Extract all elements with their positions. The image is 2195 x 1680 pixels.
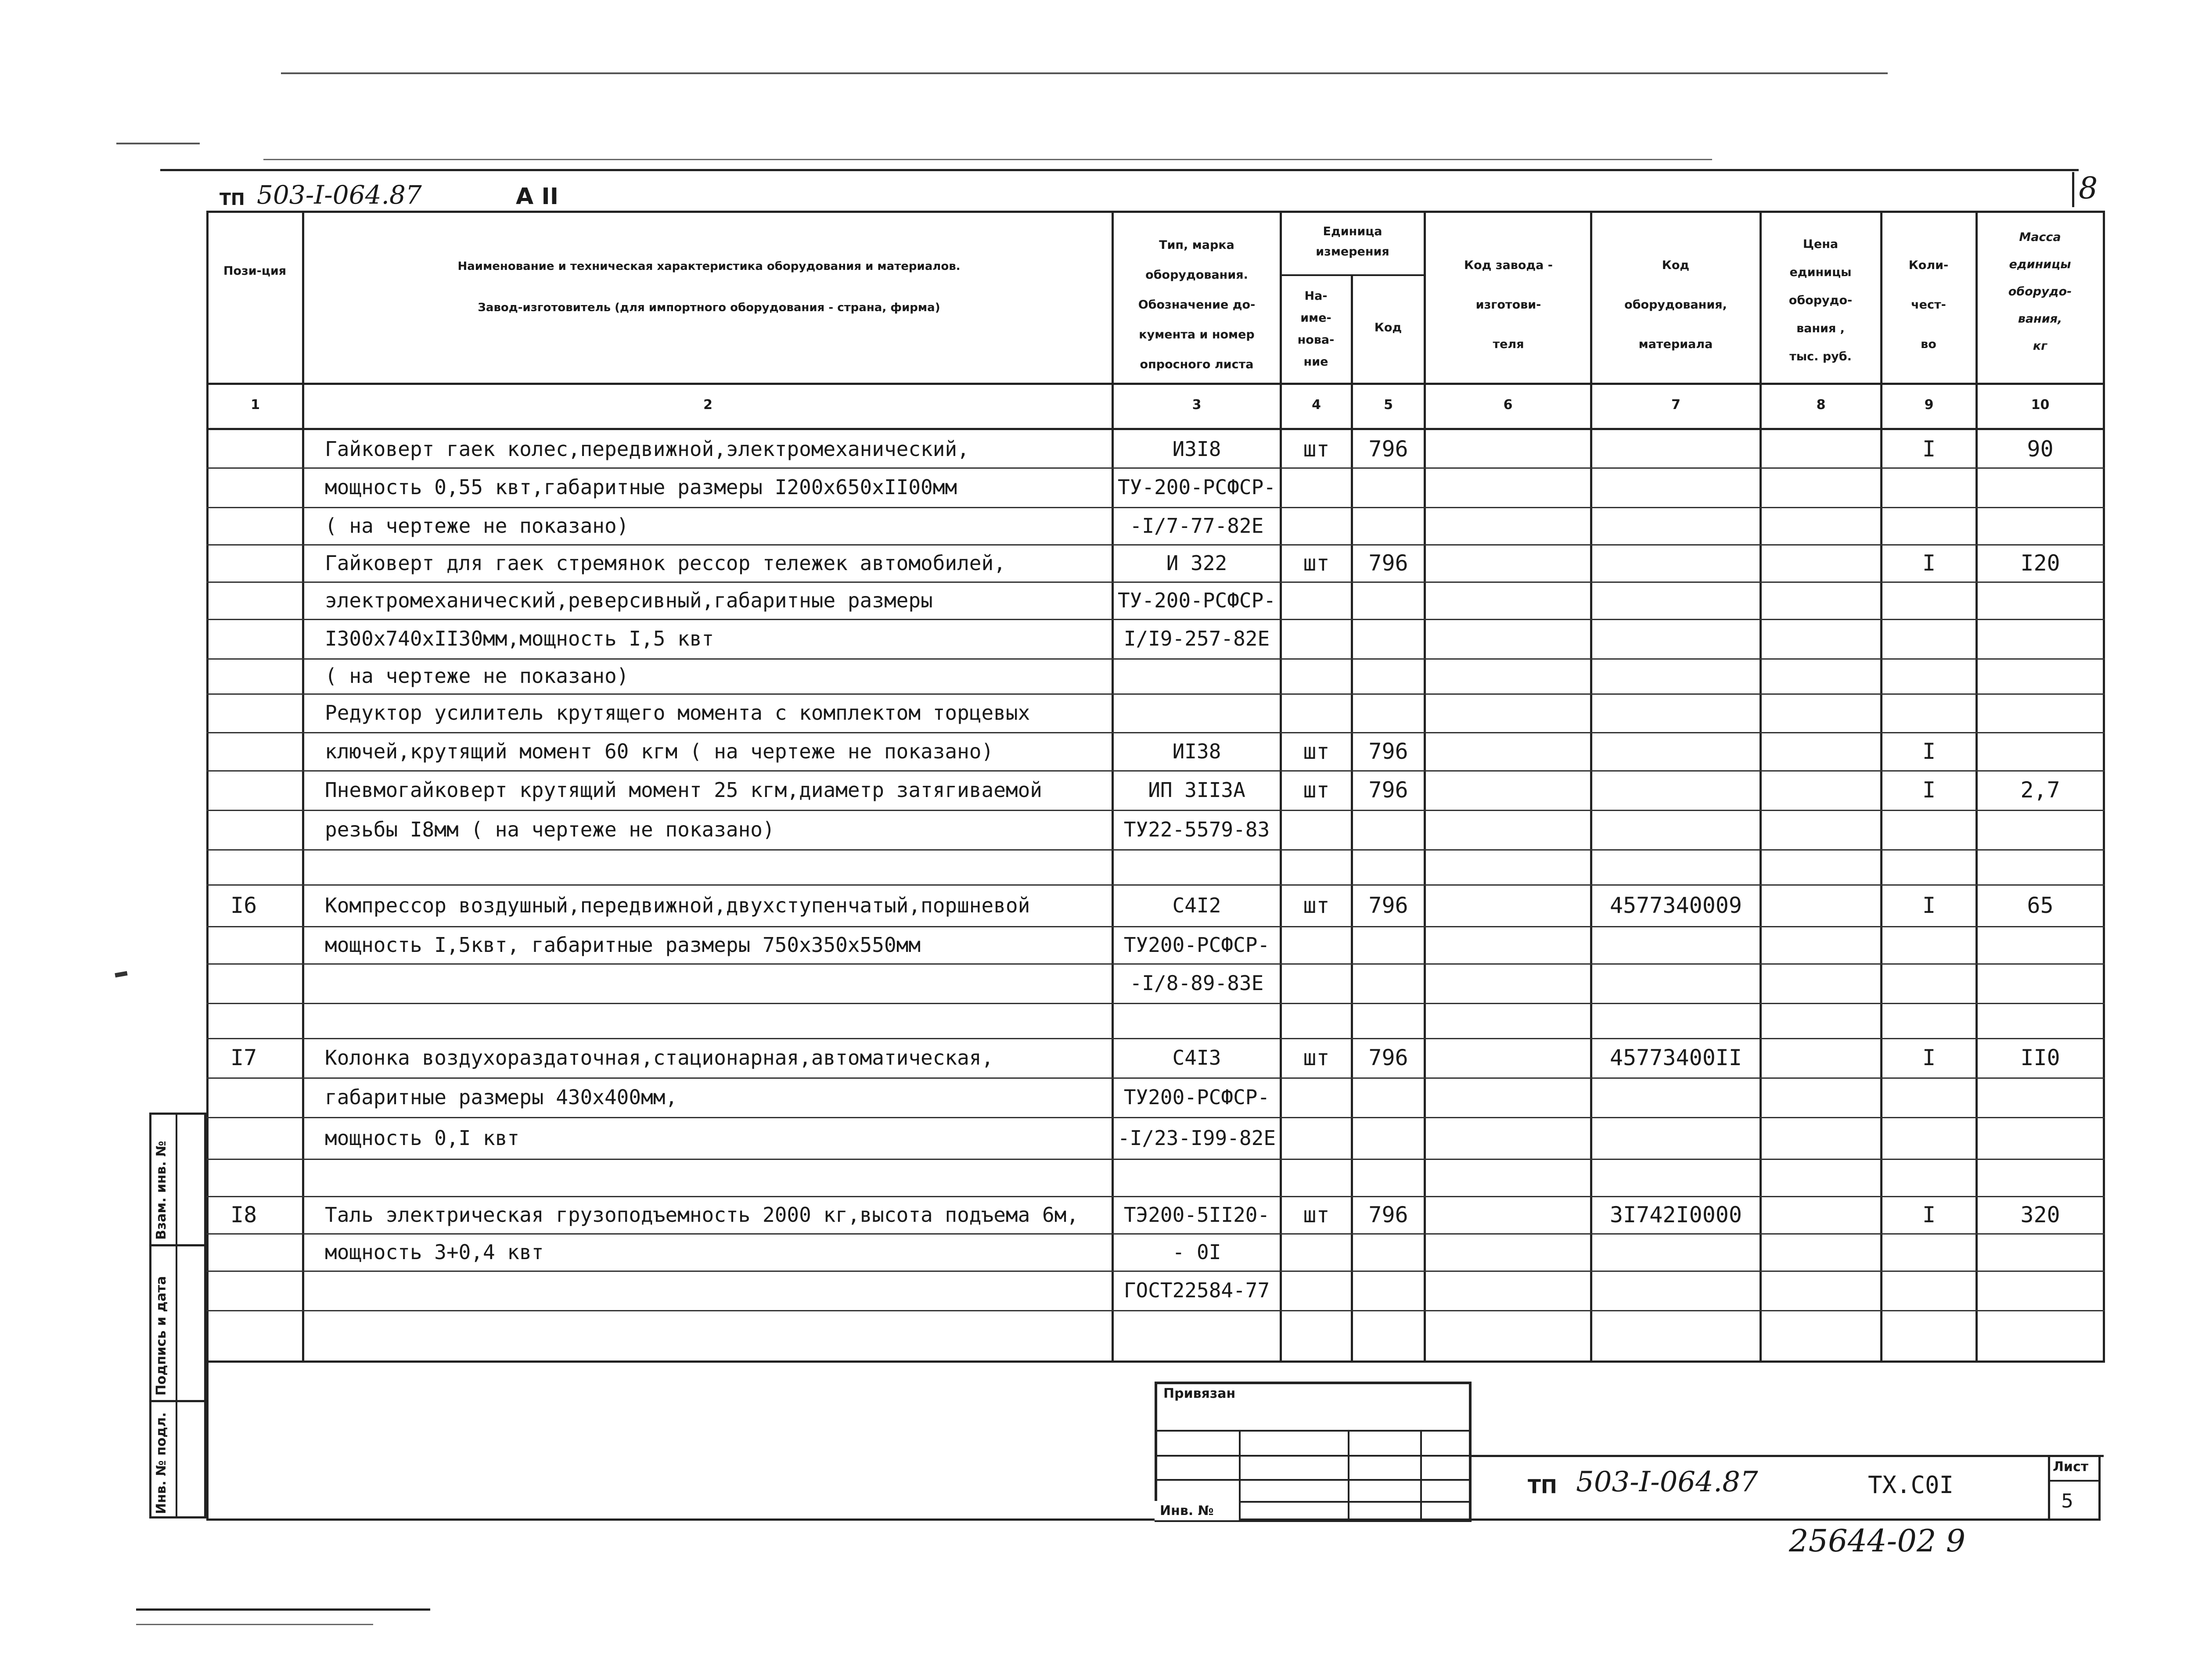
- cell-type: ГОСТ22584-77: [1123, 1278, 1270, 1302]
- table-row: [0, 430, 2195, 467]
- sheet-corner-number: 8: [2079, 171, 2098, 206]
- stamp-grid: [1239, 1430, 1241, 1520]
- col6-header-line: изготови-: [1475, 298, 1541, 312]
- col9-header-line: Коли-: [1908, 258, 1949, 272]
- col4-header-line: име-: [1300, 311, 1331, 325]
- col7-header-line: оборудования,: [1624, 298, 1727, 312]
- cell-equip-code: 4577340009: [1609, 892, 1742, 918]
- cell-type: -I/8-89-83Е: [1130, 971, 1264, 995]
- cell-pos: I8: [230, 1202, 257, 1228]
- stamp-bottom-line: [206, 1518, 2098, 1521]
- cell-code: 796: [1368, 892, 1408, 918]
- col2-header-line: Завод-изготовитель (для импортного оборудования - страна, фирма): [478, 301, 940, 314]
- cell-type: ТУ-200-РСФСР-: [1117, 475, 1276, 499]
- cell-type: ТУ200-РСФСР-: [1123, 1085, 1270, 1109]
- col3-header: [1115, 230, 1278, 380]
- cell-type: С4I2: [1172, 893, 1221, 917]
- table-row: [0, 926, 2195, 963]
- stamp-grid: [1155, 1455, 1472, 1457]
- col9-header-line: чест-: [1911, 298, 1946, 312]
- col8-header: [1761, 230, 1880, 371]
- col4-header-line: На-: [1304, 289, 1328, 303]
- cell-mass: II0: [2020, 1045, 2060, 1070]
- col-number: 10: [2031, 397, 2050, 413]
- header-bottom: [206, 383, 2105, 385]
- col-number: 9: [1924, 397, 1934, 413]
- stamp-code-prefix: ТП: [1528, 1475, 1557, 1498]
- col1-header: Пози-ция: [223, 264, 287, 278]
- table-row: [0, 582, 2195, 619]
- cell-name: Гайковерт гаек колес,передвижной,электромеханический,: [325, 437, 969, 461]
- cell-code: 796: [1368, 436, 1408, 462]
- col4-header: [1282, 285, 1350, 373]
- col10-header-line: кг: [2033, 339, 2047, 353]
- cell-name: I300х740хII30мм,мощность I,5 квт: [325, 627, 714, 650]
- col8-header-line: тыс. руб.: [1789, 350, 1852, 363]
- cell-equip-code: 45773400II: [1609, 1045, 1742, 1070]
- table-row: [0, 884, 2195, 926]
- cell-qty: I: [1922, 777, 1936, 803]
- side-stamp-signature: Подпись и дата: [154, 1276, 169, 1396]
- cell-type: ТЭ200-5II20-: [1123, 1203, 1270, 1227]
- cell-name: мощность 0,55 квт,габаритные размеры I200х650хII00мм: [325, 475, 957, 499]
- side-stamp-sep: [149, 1400, 206, 1402]
- cell-name: Колонка воздухораздаточная,стационарная,автоматическая,: [325, 1046, 994, 1070]
- footer-handwritten-note: 25644-02 9: [1789, 1523, 1966, 1559]
- stamp-grid: [1420, 1430, 1422, 1520]
- col5-header: Код: [1374, 321, 1402, 334]
- cell-unit: шт: [1303, 892, 1330, 918]
- album-label: А II: [516, 183, 559, 210]
- cell-type: I/I9-257-82Е: [1123, 627, 1270, 650]
- cell-name: ( на чертеже не показано): [325, 513, 629, 538]
- unit-group-header: [1282, 222, 1423, 262]
- col4-header-line: нова-: [1297, 333, 1335, 347]
- stamp-sheet-sep: [2048, 1480, 2101, 1482]
- cell-name: мощность I,5квт, габаритные размеры 750х350х550мм: [325, 933, 921, 957]
- table-row: [0, 1117, 2195, 1159]
- cell-name: Пневмогайковерт крутящий момент 25 кгм,диаметр затягиваемой: [325, 778, 1042, 802]
- table-row: [0, 1038, 2195, 1077]
- table-row: [0, 467, 2195, 507]
- cell-name: мощность 0,I квт: [325, 1126, 520, 1150]
- stamp-code: 503-I-064.87: [1576, 1466, 1758, 1498]
- scan-line: [136, 1608, 430, 1611]
- col6-header-line: теля: [1493, 337, 1524, 351]
- cell-type: С4I3: [1172, 1046, 1221, 1070]
- table-row: [0, 810, 2195, 849]
- side-stamp-inv-podl: Инв. № подл.: [154, 1412, 169, 1514]
- col10-header-line: вания,: [2018, 312, 2062, 326]
- cell-name: Гайковерт для гаек стремянок рессор тележек автомобилей,: [325, 551, 1006, 575]
- col-number: 4: [1312, 397, 1321, 413]
- cell-mass: I20: [2020, 550, 2060, 576]
- cell-name: габаритные размеры 430х400мм,: [325, 1085, 678, 1109]
- col3-header-line: кумента и номер: [1139, 328, 1255, 341]
- cell-type: ИI38: [1172, 739, 1221, 763]
- scan-line: [136, 1624, 373, 1625]
- corner-mark: [2072, 172, 2074, 207]
- side-stamp-sep: [149, 1244, 206, 1246]
- col8-header-line: вания ,: [1796, 322, 1845, 335]
- cell-name: ( на чертеже не показано): [325, 664, 629, 688]
- col7-header-line: Код: [1662, 258, 1690, 272]
- table-row: [0, 693, 2195, 732]
- table-row: [0, 1310, 2195, 1361]
- project-prefix: ТП: [220, 190, 245, 209]
- cell-qty: I: [1922, 550, 1936, 576]
- scan-line: [160, 169, 2079, 171]
- scan-line: [263, 159, 1712, 160]
- col3-header-line: опросного листа: [1140, 358, 1254, 371]
- cell-type: ИП 3II3А: [1148, 778, 1245, 802]
- col7-header-line: материала: [1638, 337, 1713, 351]
- table-row: [0, 732, 2195, 770]
- cell-code: 796: [1368, 550, 1408, 576]
- table-row: [0, 619, 2195, 658]
- table-row: [0, 1233, 2195, 1271]
- col10-header-line: единицы: [2009, 258, 2071, 271]
- cell-type: ТУ200-РСФСР-: [1123, 933, 1270, 957]
- col6-header-line: Код завода -: [1464, 258, 1553, 272]
- cell-unit: шт: [1303, 1045, 1330, 1070]
- table-top: [206, 211, 2105, 213]
- scan-line: [281, 72, 1888, 74]
- col9-header-line: во: [1921, 337, 1936, 351]
- cell-qty: I: [1922, 1045, 1936, 1070]
- cell-code: 796: [1368, 777, 1408, 803]
- cell-unit: шт: [1303, 1202, 1330, 1228]
- col10-header: [1978, 224, 2102, 360]
- col-number: 2: [703, 397, 712, 413]
- col-number: 6: [1503, 397, 1513, 413]
- cell-qty: I: [1922, 738, 1936, 764]
- side-stamp-vzam: Взам. инв. №: [154, 1141, 169, 1240]
- cell-unit: шт: [1303, 550, 1330, 576]
- cell-type: ТУ22-5579-83: [1123, 818, 1270, 841]
- table-row: [0, 1003, 2195, 1038]
- stamp-grid: [1155, 1430, 1472, 1432]
- col10-header-line: оборудо-: [2008, 285, 2072, 298]
- cell-type: И 322: [1166, 551, 1227, 575]
- cell-qty: I: [1922, 436, 1936, 462]
- stamp-mark: ТХ.С0I: [1868, 1471, 1954, 1499]
- stamp-sheet-label: Лист: [2053, 1459, 2089, 1475]
- cell-name: резьбы I8мм ( на чертеже не показано): [325, 818, 775, 841]
- col-number: 1: [251, 397, 260, 413]
- col-number: 5: [1384, 397, 1393, 413]
- cell-pos: I7: [230, 1045, 257, 1070]
- unit-group-line: Единица: [1323, 225, 1382, 238]
- project-code: 503-I-064.87: [257, 180, 422, 210]
- cell-code: 796: [1368, 1202, 1408, 1228]
- table-row: [0, 849, 2195, 884]
- cell-unit: шт: [1303, 436, 1330, 462]
- cell-type: ТУ-200-РСФСР-: [1117, 588, 1276, 612]
- cell-qty: I: [1922, 1202, 1936, 1228]
- cell-name: Компрессор воздушный,передвижной,двухступенчатый,поршневой: [325, 893, 1030, 917]
- cell-mass: 90: [2027, 436, 2054, 462]
- table-row: [0, 1077, 2195, 1117]
- table-row: [0, 1271, 2195, 1310]
- col-number: 7: [1671, 397, 1680, 413]
- stamp-grid: [1348, 1430, 1349, 1520]
- col8-header-line: оборудо-: [1788, 294, 1853, 307]
- table-row: [0, 507, 2195, 544]
- col6-header: [1427, 246, 1590, 364]
- side-stamp-sep: [176, 1113, 177, 1518]
- table-row: [0, 770, 2195, 810]
- table-row: [0, 963, 2195, 1003]
- cell-mass: 2,7: [2020, 777, 2060, 803]
- stamp-privyazan-label: Привязан: [1163, 1386, 1236, 1401]
- cell-type: -I/23-I99-82Е: [1117, 1126, 1276, 1150]
- stamp-title-line: [1472, 1455, 2104, 1457]
- cell-unit: шт: [1303, 738, 1330, 764]
- col-number: 3: [1192, 397, 1202, 413]
- cell-code: 796: [1368, 1045, 1408, 1070]
- table-row: [0, 1196, 2195, 1233]
- cell-equip-code: 3I742I0000: [1609, 1202, 1742, 1228]
- cell-pos: I6: [230, 892, 257, 918]
- col8-header-line: единицы: [1789, 266, 1852, 279]
- col2-header: [307, 257, 1111, 317]
- col2-header-line: Наименование и техническая характеристика оборудования и материалов.: [457, 260, 961, 273]
- cell-type: И3I8: [1172, 437, 1221, 461]
- col4-header-line: ние: [1303, 355, 1328, 369]
- cell-qty: I: [1922, 892, 1936, 918]
- col8-header-line: Цена: [1803, 237, 1839, 251]
- col9-header: [1882, 246, 1975, 364]
- table-bottom: [206, 1361, 2105, 1363]
- cell-name: электромеханический,реверсивный,габаритные размеры: [325, 588, 933, 612]
- cell-name: мощность 3+0,4 квт: [325, 1240, 544, 1264]
- cell-name: Таль электрическая грузоподъемность 2000 кг,высота подъема 6м,: [325, 1203, 1079, 1227]
- cell-unit: шт: [1303, 777, 1330, 803]
- col10-header-line: Масса: [2019, 230, 2061, 244]
- stamp-inv-label: Инв. №: [1160, 1503, 1214, 1518]
- unit-group-line: измерения: [1316, 245, 1389, 258]
- table-row: [0, 658, 2195, 693]
- stamp-grid: [1155, 1479, 1472, 1481]
- col7-header: [1593, 246, 1759, 364]
- cell-name: ключей,крутящий момент 60 кгм ( на чертеже не показано): [325, 739, 994, 763]
- cell-type: -I/7-77-82Е: [1130, 513, 1264, 538]
- col3-header-line: Тип, марка: [1159, 238, 1234, 252]
- cell-mass: 65: [2027, 892, 2054, 918]
- stamp-sheet-number: 5: [2061, 1490, 2073, 1512]
- scan-line: [116, 143, 200, 144]
- col3-header-line: оборудования.: [1145, 268, 1248, 282]
- table-row: [0, 544, 2195, 582]
- cell-code: 796: [1368, 738, 1408, 764]
- table-row: [0, 1159, 2195, 1196]
- col-number: 8: [1816, 397, 1826, 413]
- cell-name: Редуктор усилитель крутящего момента с комплектом торцевых: [325, 701, 1030, 725]
- col3-header-line: Обозначение до-: [1138, 298, 1256, 312]
- cell-type: - 0I: [1172, 1240, 1221, 1264]
- cell-mass: 320: [2020, 1202, 2060, 1228]
